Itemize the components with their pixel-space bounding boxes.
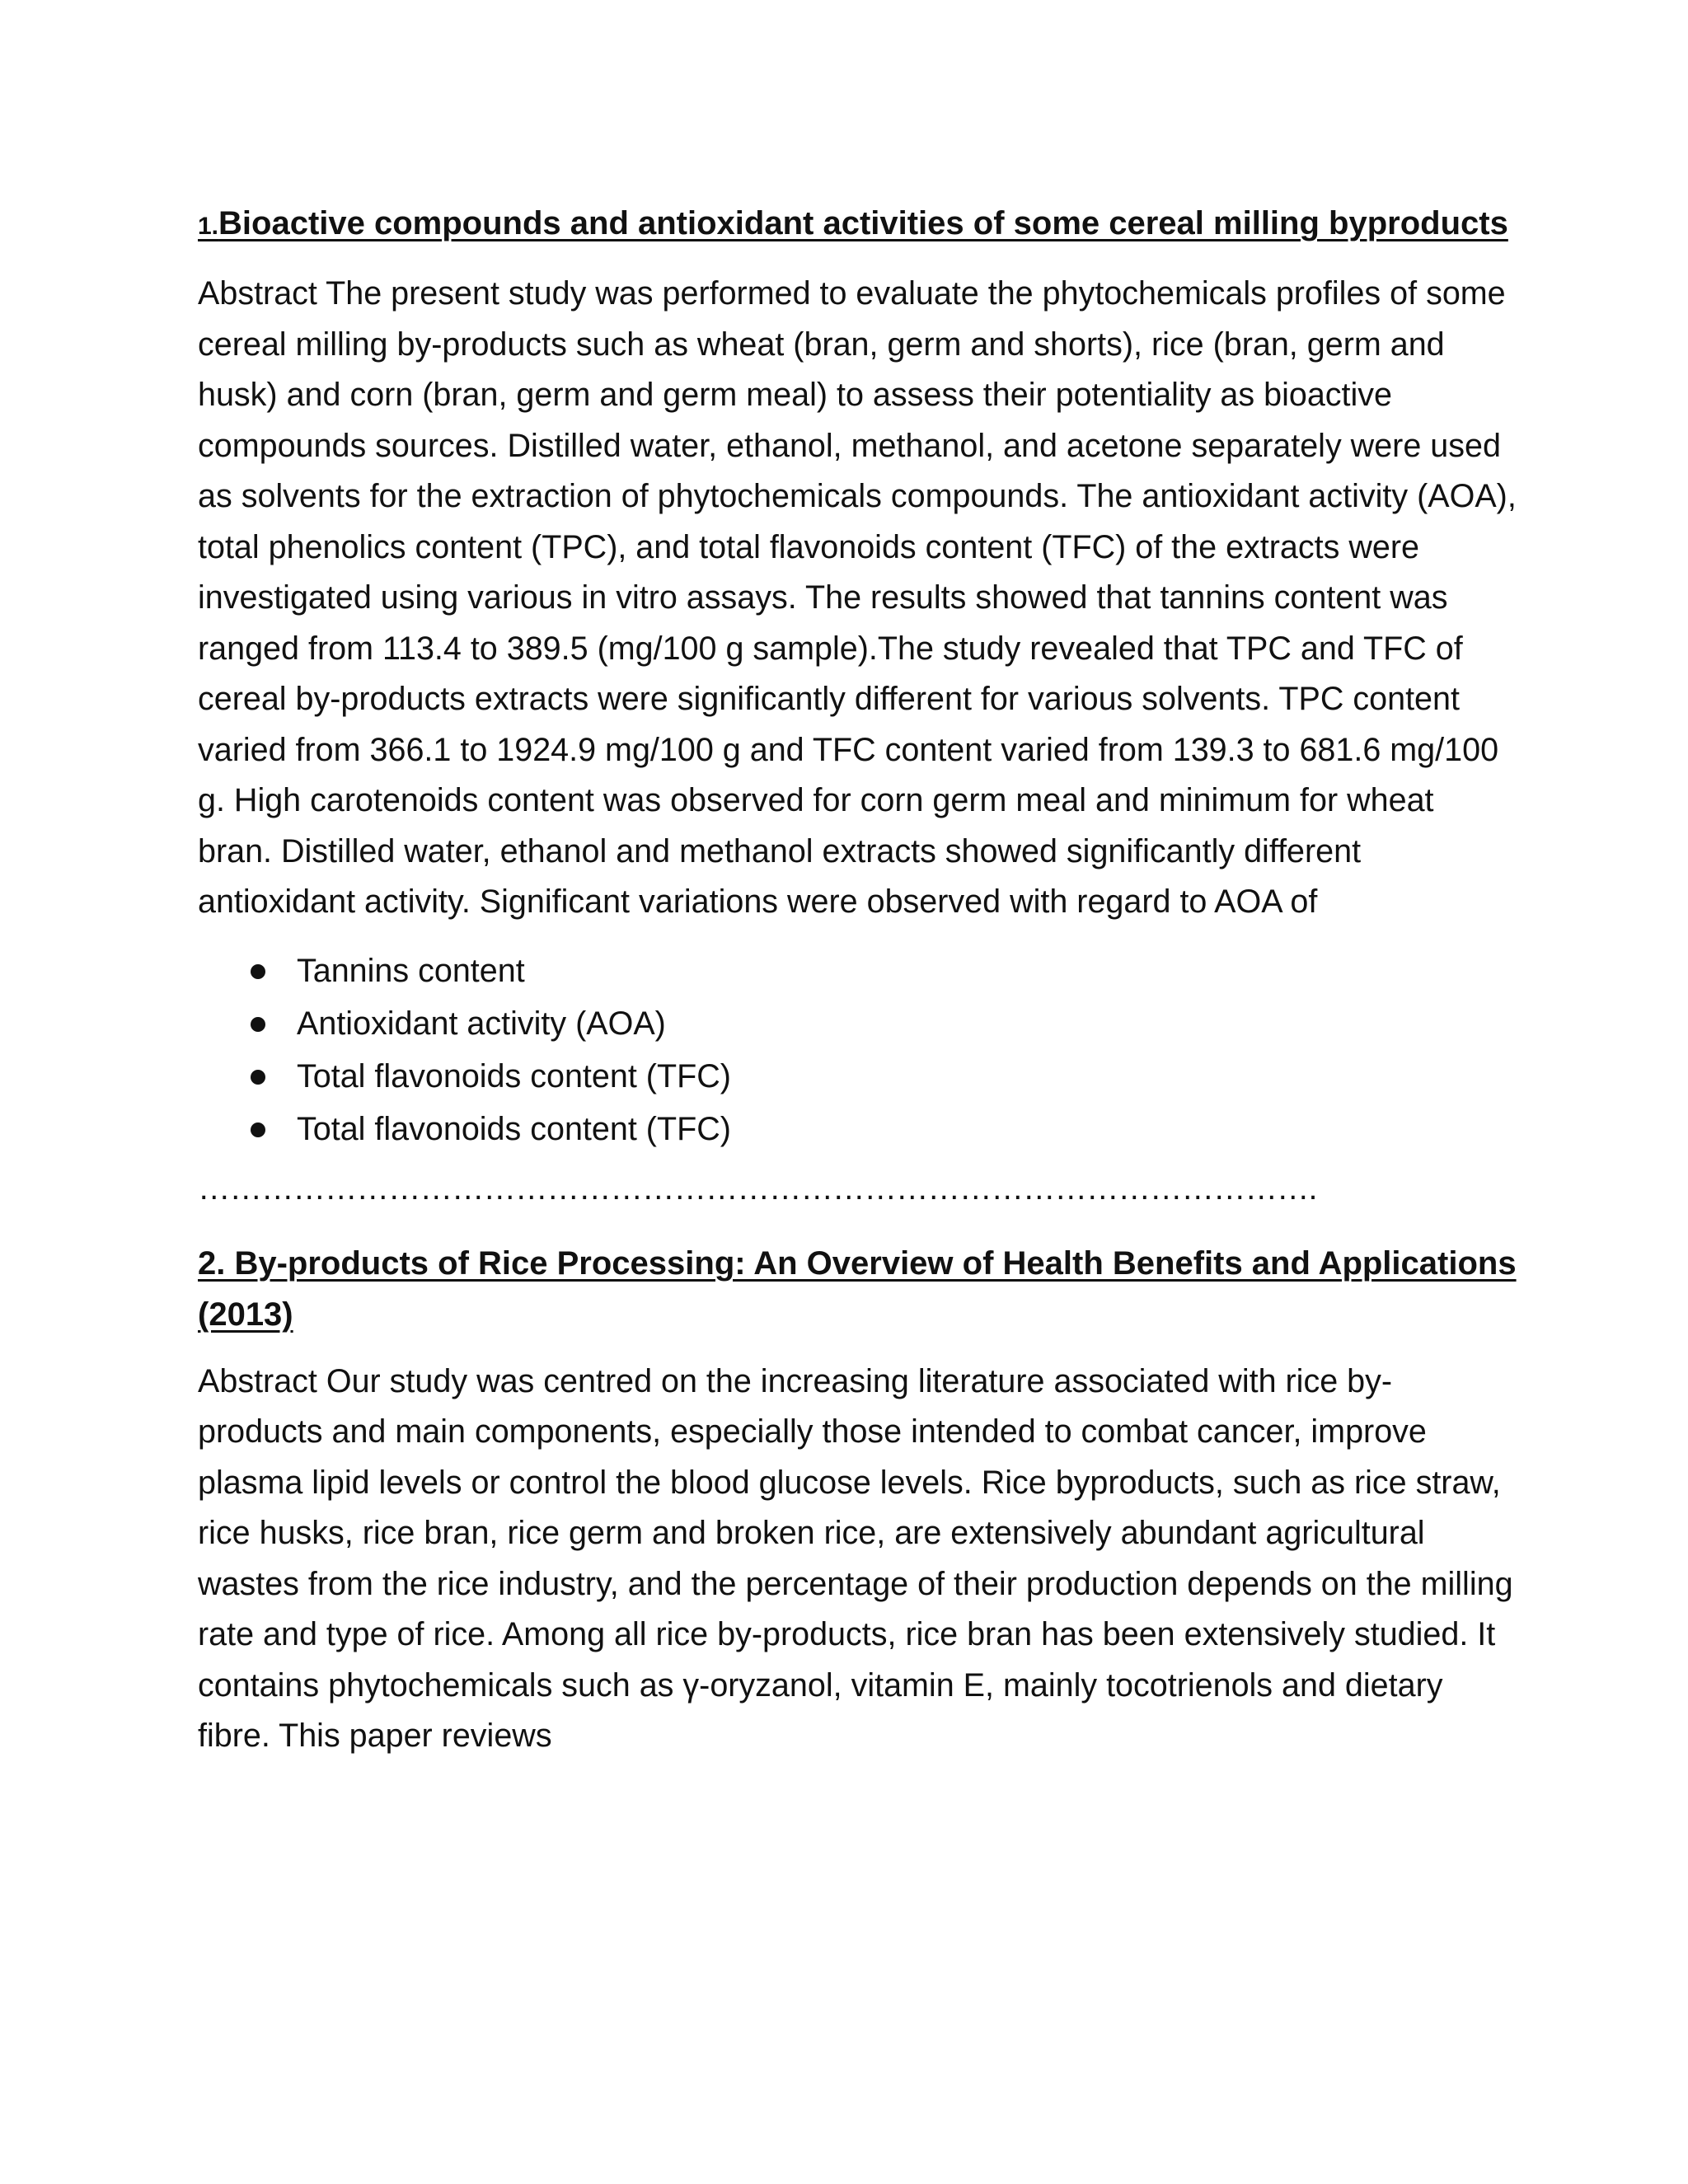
section-1-title: Bioactive compounds and antioxidant activities of some cereal milling byproducts — [218, 205, 1508, 241]
list-item-text: Antioxidant activity (AOA) — [297, 1005, 666, 1042]
dotted-separator: ……………………………………………………………………………………………. — [198, 1169, 1317, 1207]
section-1-number: 1. — [198, 213, 219, 240]
list-item-text: Total flavonoids content (TFC) — [297, 1057, 731, 1094]
section-2-abstract: Abstract Our study was centred on the increasing literature associated with rice by-products and main components, especially those intended to combat cancer, improve plasma lipid levels or control the blood glucose levels. Rice byproducts, such as rice straw, rice husks, rice bran, rice germ and broken rice, are extensively abundant agricultural wastes from the rice industry, and the percentage of their production depends on the milling rate and type of rice. Among all rice by-products, rice bran has been extensively studied. It contains phytochemicals such as γ-oryzanol, vitamin E, mainly tocotrienols and dietary fibre. This paper reviews — [198, 1362, 1513, 1754]
list-item-text: Total flavonoids content (TFC) — [297, 1110, 731, 1147]
list-item — [251, 944, 1517, 997]
bullet-icon — [251, 1070, 265, 1085]
document-page — [198, 198, 1517, 1779]
section-1-abstract: Abstract The present study was performed to evaluate the phytochemicals profiles of some cereal milling by-products such as wheat (bran, germ and shorts), rice (bran, germ and husk) and corn (bran, germ and germ meal) to assess their potentiality as bioactive compounds sources. Distilled water, ethanol, methanol, and acetone separately were used as solvents for the extraction of phytochemicals compounds. The antioxidant activity (AOA), total phenolics content (TPC), and total flavonoids content (TFC) of the extracts were investigated using various in vitro assays. The results showed that tannins content was ranged from 113.4 to 389.5 (mg/100 g sample).The study revealed that TPC and TFC of cereal by-products extracts were significantly different for various solvents. TPC content varied from 366.1 to 1924.9 mg/100 g and TFC content varied from 139.3 to 681.6 mg/100 g. High carotenoids content was observed for corn germ meal and minimum for wheat bran. Distilled water, ethanol and methanol extracts showed significantly different antioxidant activity. Significant variations were observed with regard to AOA of — [198, 275, 1517, 920]
list-item-text: Tannins content — [297, 952, 525, 989]
bullet-icon — [251, 964, 265, 979]
bullet-icon — [251, 1122, 265, 1137]
section-1-heading — [198, 198, 1517, 252]
section-2-heading: 2. By-products of Rice Processing: An Overview of Health Benefits and Applications (2013) — [198, 1244, 1517, 1333]
list-item — [251, 1103, 1517, 1155]
bullet-icon — [251, 1017, 265, 1032]
list-item — [251, 997, 1517, 1050]
list-item — [251, 1050, 1517, 1103]
section-1-bullet-list — [198, 944, 1517, 1155]
